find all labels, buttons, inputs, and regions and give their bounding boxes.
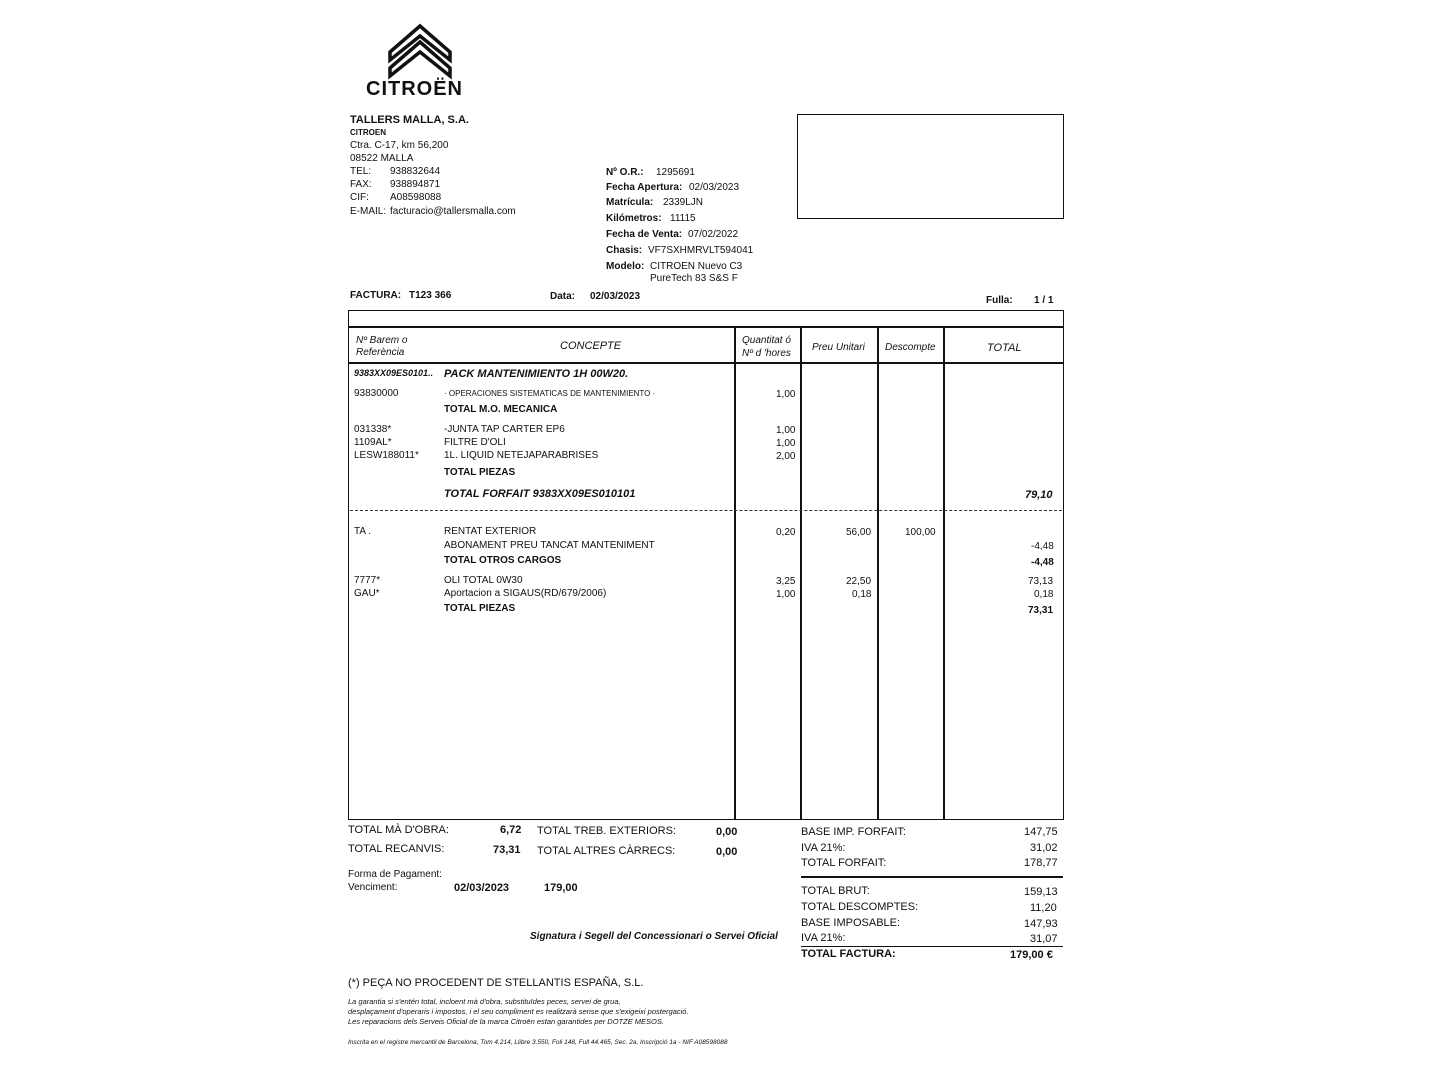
row-concept: PACK MANTENIMIENTO 1H 00W20. (444, 368, 629, 380)
km-label: Kilómetros: (606, 213, 662, 224)
tel-label: TEL: (350, 166, 372, 177)
discounts-value: 11,20 (1030, 902, 1057, 914)
guarantee-line2: desplaçament d'operaris i impostos, i el seu compliment es realitzarà sense que s'exigeixi postergació. (348, 1007, 689, 1016)
row-concept: TOTAL PIEZAS (444, 467, 516, 478)
row-concept: RENTAT EXTERIOR (444, 526, 537, 537)
row-concept: ABONAMENT PREU TANCAT MANTENIMENT (444, 540, 655, 551)
page-label: Fulla: (986, 295, 1013, 306)
due-amount: 179,00 (544, 882, 578, 894)
iva2-label: IVA 21%: (801, 932, 846, 944)
sale-value: 07/02/2022 (688, 229, 739, 240)
due-label: Venciment: (348, 882, 398, 893)
chassis-value: VF7SXHMRVLT594041 (648, 245, 754, 256)
signature-caption: Signatura i Segell del Concessionari o Servei Oficial (530, 931, 778, 942)
row-concept: -JUNTA TAP CARTER EP6 (444, 424, 565, 435)
ext-label: TOTAL TREB. EXTERIORS: (537, 825, 676, 837)
origin-note: (*) PEÇA NO PROCEDENT DE STELLANTIS ESPAÑA, S.L. (348, 977, 644, 989)
guarantee-line3: Les reparacions dels Serveis Oficial de la marca Citroën estan garantides per DOTZE MESOS. (348, 1017, 664, 1026)
parts-label: TOTAL RECANVIS: (348, 843, 445, 855)
company-sub: CITROEN (350, 128, 386, 137)
fax-label: FAX: (350, 179, 372, 190)
due-date: 02/03/2023 (454, 882, 510, 894)
row-ref: 9383XX09ES0101.. (354, 368, 434, 378)
opening-value: 02/03/2023 (689, 182, 740, 193)
header-total: TOTAL (987, 342, 1022, 354)
page-value: 1 / 1 (1034, 295, 1054, 306)
row-unit: 56,00 (846, 527, 872, 538)
row-qty: 1,00 (776, 438, 796, 449)
iva1-label: IVA 21%: (801, 842, 846, 854)
row-unit: 22,50 (846, 576, 872, 587)
ext-value: 0,00 (716, 826, 738, 838)
fax-value: 938894871 (390, 179, 441, 190)
row-concept: Aportacion a SIGAUS(RD/679/2006) (444, 588, 607, 599)
base-label: BASE IMPOSABLE: (801, 917, 901, 929)
or-value: 1295691 (656, 167, 695, 178)
row-concept: TOTAL OTROS CARGOS (444, 555, 562, 566)
labour-label: TOTAL MÀ D'OBRA: (348, 824, 449, 836)
header-ref1: Nº Barem o (356, 335, 408, 346)
double-chevron-icon (380, 20, 480, 80)
date-label: Data: (550, 291, 576, 302)
invoice-total-label: TOTAL FACTURA: (801, 948, 896, 960)
company-address2: 08522 MALLA (350, 153, 414, 164)
base-forfait-value: 147,75 (1024, 826, 1058, 838)
invoice-total-value: 179,00 € (1010, 949, 1053, 961)
or-label: Nº O.R.: (606, 167, 644, 178)
plate-value: 2339LJN (663, 197, 704, 208)
header-concept: CONCEPTE (560, 340, 622, 352)
other-value: 0,00 (716, 846, 738, 858)
iva2-value: 31,07 (1030, 933, 1058, 945)
row-concept: 1L. LIQUID NETEJAPARABRISES (444, 450, 599, 461)
row-ref: TA . (354, 526, 372, 537)
row-concept: OLI TOTAL 0W30 (444, 575, 523, 586)
company-name: TALLERS MALLA, S.A. (350, 114, 469, 126)
sale-label: Fecha de Venta: (606, 229, 683, 240)
base-value: 147,93 (1024, 918, 1058, 930)
payment-label: Forma de Pagament: (348, 869, 442, 880)
base-forfait-label: BASE IMP. FORFAIT: (801, 826, 906, 838)
date-value: 02/03/2023 (590, 291, 641, 302)
factura-value: T123 366 (409, 290, 452, 301)
gross-label: TOTAL BRUT: (801, 885, 870, 897)
discounts-label: TOTAL DESCOMPTES: (801, 901, 919, 913)
gross-value: 159,13 (1024, 886, 1058, 898)
row-qty: 1,00 (776, 389, 796, 400)
total-forfait-label: TOTAL FORFAIT: (801, 857, 887, 869)
model-label: Modelo: (606, 261, 645, 272)
row-ref: 7777* (354, 575, 381, 586)
chassis-label: Chasis: (606, 245, 643, 256)
header-qty2: Nº d 'hores (742, 348, 791, 359)
model-value1: CITROEN Nuevo C3 (650, 261, 743, 272)
km-value: 11115 (670, 213, 696, 224)
opening-label: Fecha Apertura: (606, 182, 683, 193)
cif-value: A08598088 (390, 192, 442, 203)
header-ref2: Referència (356, 347, 405, 358)
header-unit: Preu Unitari (812, 342, 865, 353)
guarantee-line1: La garantia si s'entén total, incloent mà d'obra, substituïdes peces, servei de grua, (348, 997, 621, 1006)
row-total: 73,31 (1028, 605, 1054, 616)
labour-value: 6,72 (500, 824, 522, 836)
company-address1: Ctra. C-17, km 56,200 (350, 140, 449, 151)
plate-label: Matrícula: (606, 197, 654, 208)
email-value: facturacio@tallersmalla.com (390, 206, 516, 217)
row-total: -4,48 (1031, 541, 1054, 552)
other-label: TOTAL ALTRES CÀRRECS: (537, 845, 676, 857)
row-ref: LESW188011* (354, 450, 419, 461)
row-concept: TOTAL M.O. MECANICA (444, 404, 558, 415)
customer-address-box (797, 114, 1064, 219)
row-unit: 0,18 (852, 589, 872, 600)
factura-label: FACTURA: (350, 290, 402, 301)
header-disc: Descompte (885, 342, 936, 353)
row-total: -4,48 (1031, 557, 1054, 568)
row-concept: FILTRE D'OLI (444, 437, 506, 448)
row-ref: 93830000 (354, 388, 399, 399)
row-total: 79,10 (1025, 489, 1053, 501)
row-qty: 1,00 (776, 589, 796, 600)
row-qty: 0,20 (776, 527, 796, 538)
row-ref: 1109AL* (354, 437, 392, 448)
row-total: 0,18 (1034, 589, 1054, 600)
row-qty: 2,00 (776, 451, 796, 462)
row-ref: 031338* (354, 424, 392, 435)
row-concept: · OPERACIONES SISTEMATICAS DE MANTENIMIENTO · (444, 389, 656, 398)
header-qty1: Quantitat ó (742, 335, 791, 346)
row-total: 73,13 (1028, 576, 1054, 587)
row-qty: 3,25 (776, 576, 796, 587)
row-disc: 100,00 (905, 527, 936, 538)
cif-label: CIF: (350, 192, 369, 203)
row-concept: TOTAL PIEZAS (444, 603, 516, 614)
row-qty: 1,00 (776, 425, 796, 436)
tel-value: 938832644 (390, 166, 441, 177)
total-forfait-value: 178,77 (1024, 857, 1058, 869)
iva1-value: 31,02 (1030, 842, 1058, 854)
email-label: E-MAIL: (350, 206, 387, 217)
registry-line: Inscrita en el registre mercantil de Barcelona, Tom 4.214, Llibre 3.550, Foli 148, Full 44.465, Sec. 2a, Inscripció 1a - NIF A08598088 (348, 1039, 728, 1046)
brand-name: CITROËN (366, 78, 463, 100)
citroen-logo (366, 20, 480, 100)
parts-value: 73,31 (493, 844, 521, 856)
model-value2: PureTech 83 S&S F (650, 273, 738, 284)
row-ref: GAU* (354, 588, 380, 599)
row-concept: TOTAL FORFAIT 9383XX09ES010101 (444, 488, 636, 500)
